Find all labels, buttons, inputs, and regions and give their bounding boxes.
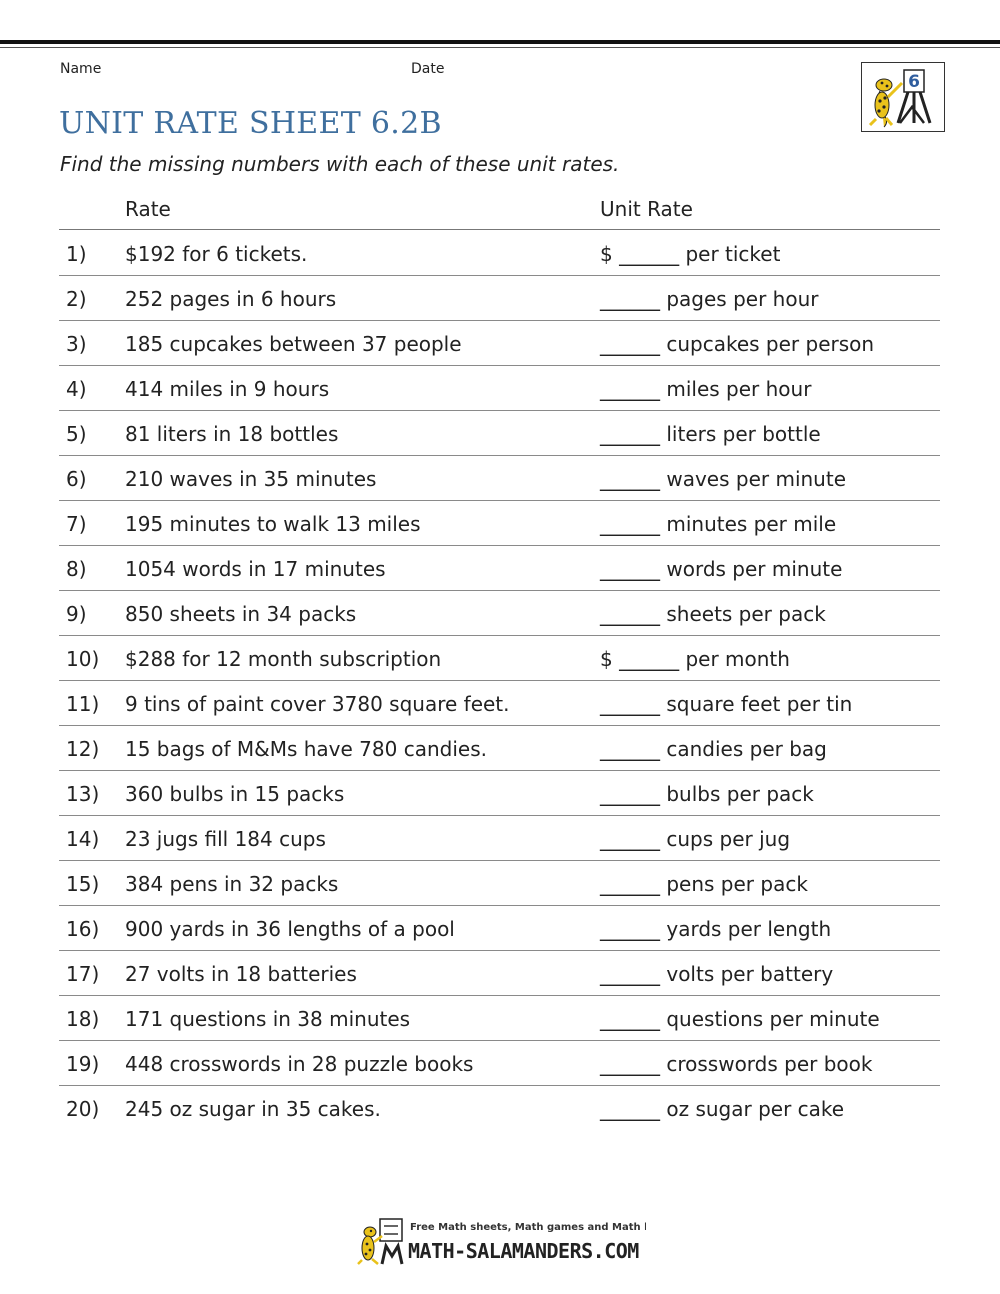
problem-rate: 81 liters in 18 bottles bbox=[125, 422, 339, 446]
footer-tagline: Free Math sheets, Math games and Math help bbox=[410, 1222, 646, 1233]
top-border-thick bbox=[0, 40, 1000, 44]
problem-rate: $288 for 12 month subscription bbox=[125, 647, 442, 671]
problem-row bbox=[59, 1041, 940, 1086]
problem-number: 18) bbox=[66, 1007, 100, 1031]
problem-row bbox=[59, 366, 940, 411]
problem-row bbox=[59, 951, 940, 996]
problem-unit-rate: ______ pens per pack bbox=[600, 872, 808, 896]
grade-logo bbox=[861, 62, 945, 132]
problem-row bbox=[59, 636, 940, 681]
problem-rate: 414 miles in 9 hours bbox=[125, 377, 330, 401]
problem-rate: 27 volts in 18 batteries bbox=[125, 962, 357, 986]
problem-number: 20) bbox=[66, 1097, 100, 1121]
problem-rate: 360 bulbs in 15 packs bbox=[125, 782, 345, 806]
problem-unit-rate: ______ yards per length bbox=[600, 917, 832, 941]
problem-row bbox=[59, 456, 940, 501]
problem-unit-rate: ______ volts per battery bbox=[600, 962, 834, 986]
problem-rate: 171 questions in 38 minutes bbox=[125, 1007, 411, 1031]
problem-unit-rate: ______ sheets per pack bbox=[600, 602, 826, 626]
problem-unit-rate: ______ crosswords per book bbox=[600, 1052, 873, 1076]
problem-unit-rate: ______ bulbs per pack bbox=[600, 782, 814, 806]
problem-unit-rate: ______ cups per jug bbox=[600, 827, 791, 851]
problem-number: 7) bbox=[66, 512, 87, 536]
grade-number: 6 bbox=[908, 72, 920, 92]
problem-number: 10) bbox=[66, 647, 100, 671]
problem-unit-rate: ______ cupcakes per person bbox=[600, 332, 875, 356]
problem-row bbox=[59, 861, 940, 906]
problem-rate: 1054 words in 17 minutes bbox=[125, 557, 386, 581]
problem-rate: 245 oz sugar in 35 cakes. bbox=[125, 1097, 381, 1121]
problem-unit-rate: ______ waves per minute bbox=[600, 467, 847, 491]
problem-row bbox=[59, 411, 940, 456]
problem-row bbox=[59, 681, 940, 726]
problem-rate: 23 jugs fill 184 cups bbox=[125, 827, 326, 851]
problem-unit-rate: $ ______ per month bbox=[600, 647, 790, 671]
problem-unit-rate: ______ minutes per mile bbox=[600, 512, 837, 536]
problem-number: 9) bbox=[66, 602, 87, 626]
footer-site-logo[interactable] bbox=[356, 1216, 646, 1266]
problem-rate: 195 minutes to walk 13 miles bbox=[125, 512, 421, 536]
date-label: Date bbox=[411, 61, 445, 77]
problem-rate: $192 for 6 tickets. bbox=[125, 242, 308, 266]
problem-number: 5) bbox=[66, 422, 87, 446]
problem-number: 15) bbox=[66, 872, 100, 896]
problem-unit-rate: ______ questions per minute bbox=[600, 1007, 880, 1031]
problem-row bbox=[59, 231, 940, 276]
problem-row bbox=[59, 546, 940, 591]
problem-unit-rate: ______ oz sugar per cake bbox=[600, 1097, 845, 1121]
problem-row bbox=[59, 501, 940, 546]
problem-number: 8) bbox=[66, 557, 87, 581]
column-header-rate: Rate bbox=[125, 197, 171, 221]
problem-unit-rate: ______ square feet per tin bbox=[600, 692, 853, 716]
problem-row bbox=[59, 996, 940, 1041]
problem-rate: 252 pages in 6 hours bbox=[125, 287, 337, 311]
problem-rate: 210 waves in 35 minutes bbox=[125, 467, 377, 491]
problem-number: 6) bbox=[66, 467, 87, 491]
math-salamanders-logo-icon bbox=[356, 1216, 646, 1266]
problem-unit-rate: ______ miles per hour bbox=[600, 377, 812, 401]
problem-number: 17) bbox=[66, 962, 100, 986]
problem-list bbox=[59, 231, 940, 1130]
problem-unit-rate: ______ liters per bottle bbox=[600, 422, 821, 446]
problem-row bbox=[59, 591, 940, 636]
problem-row bbox=[59, 816, 940, 861]
problem-row bbox=[59, 1086, 940, 1130]
problem-rate: 185 cupcakes between 37 people bbox=[125, 332, 462, 356]
problem-number: 4) bbox=[66, 377, 87, 401]
worksheet-title: UNIT RATE SHEET 6.2B bbox=[59, 106, 442, 141]
problem-rate: 15 bags of M&Ms have 780 candies. bbox=[125, 737, 487, 761]
problem-number: 14) bbox=[66, 827, 100, 851]
salamander-grade-icon bbox=[862, 63, 944, 131]
problem-rate: 850 sheets in 34 packs bbox=[125, 602, 357, 626]
problem-row bbox=[59, 906, 940, 951]
instructions: Find the missing numbers with each of these unit rates. bbox=[60, 152, 620, 176]
problem-number: 3) bbox=[66, 332, 87, 356]
header-divider bbox=[59, 229, 940, 230]
problem-number: 11) bbox=[66, 692, 100, 716]
problem-unit-rate: $ ______ per ticket bbox=[600, 242, 781, 266]
problem-rate: 9 tins of paint cover 3780 square feet. bbox=[125, 692, 510, 716]
problem-row bbox=[59, 276, 940, 321]
top-border-thin bbox=[0, 47, 1000, 48]
problem-number: 16) bbox=[66, 917, 100, 941]
problem-rate: 900 yards in 36 lengths of a pool bbox=[125, 917, 455, 941]
problem-number: 1) bbox=[66, 242, 87, 266]
problem-rate: 384 pens in 32 packs bbox=[125, 872, 339, 896]
footer-site-name: MATH-SALAMANDERS.COM bbox=[408, 1239, 639, 1263]
problem-row bbox=[59, 321, 940, 366]
problem-row bbox=[59, 726, 940, 771]
problem-unit-rate: ______ words per minute bbox=[600, 557, 843, 581]
problem-number: 2) bbox=[66, 287, 87, 311]
problem-number: 12) bbox=[66, 737, 100, 761]
name-label: Name bbox=[60, 61, 102, 77]
problem-rate: 448 crosswords in 28 puzzle books bbox=[125, 1052, 474, 1076]
problem-unit-rate: ______ pages per hour bbox=[600, 287, 819, 311]
problem-row bbox=[59, 771, 940, 816]
problem-unit-rate: ______ candies per bag bbox=[600, 737, 827, 761]
problem-number: 19) bbox=[66, 1052, 100, 1076]
problem-number: 13) bbox=[66, 782, 100, 806]
column-header-unit-rate: Unit Rate bbox=[600, 197, 693, 221]
